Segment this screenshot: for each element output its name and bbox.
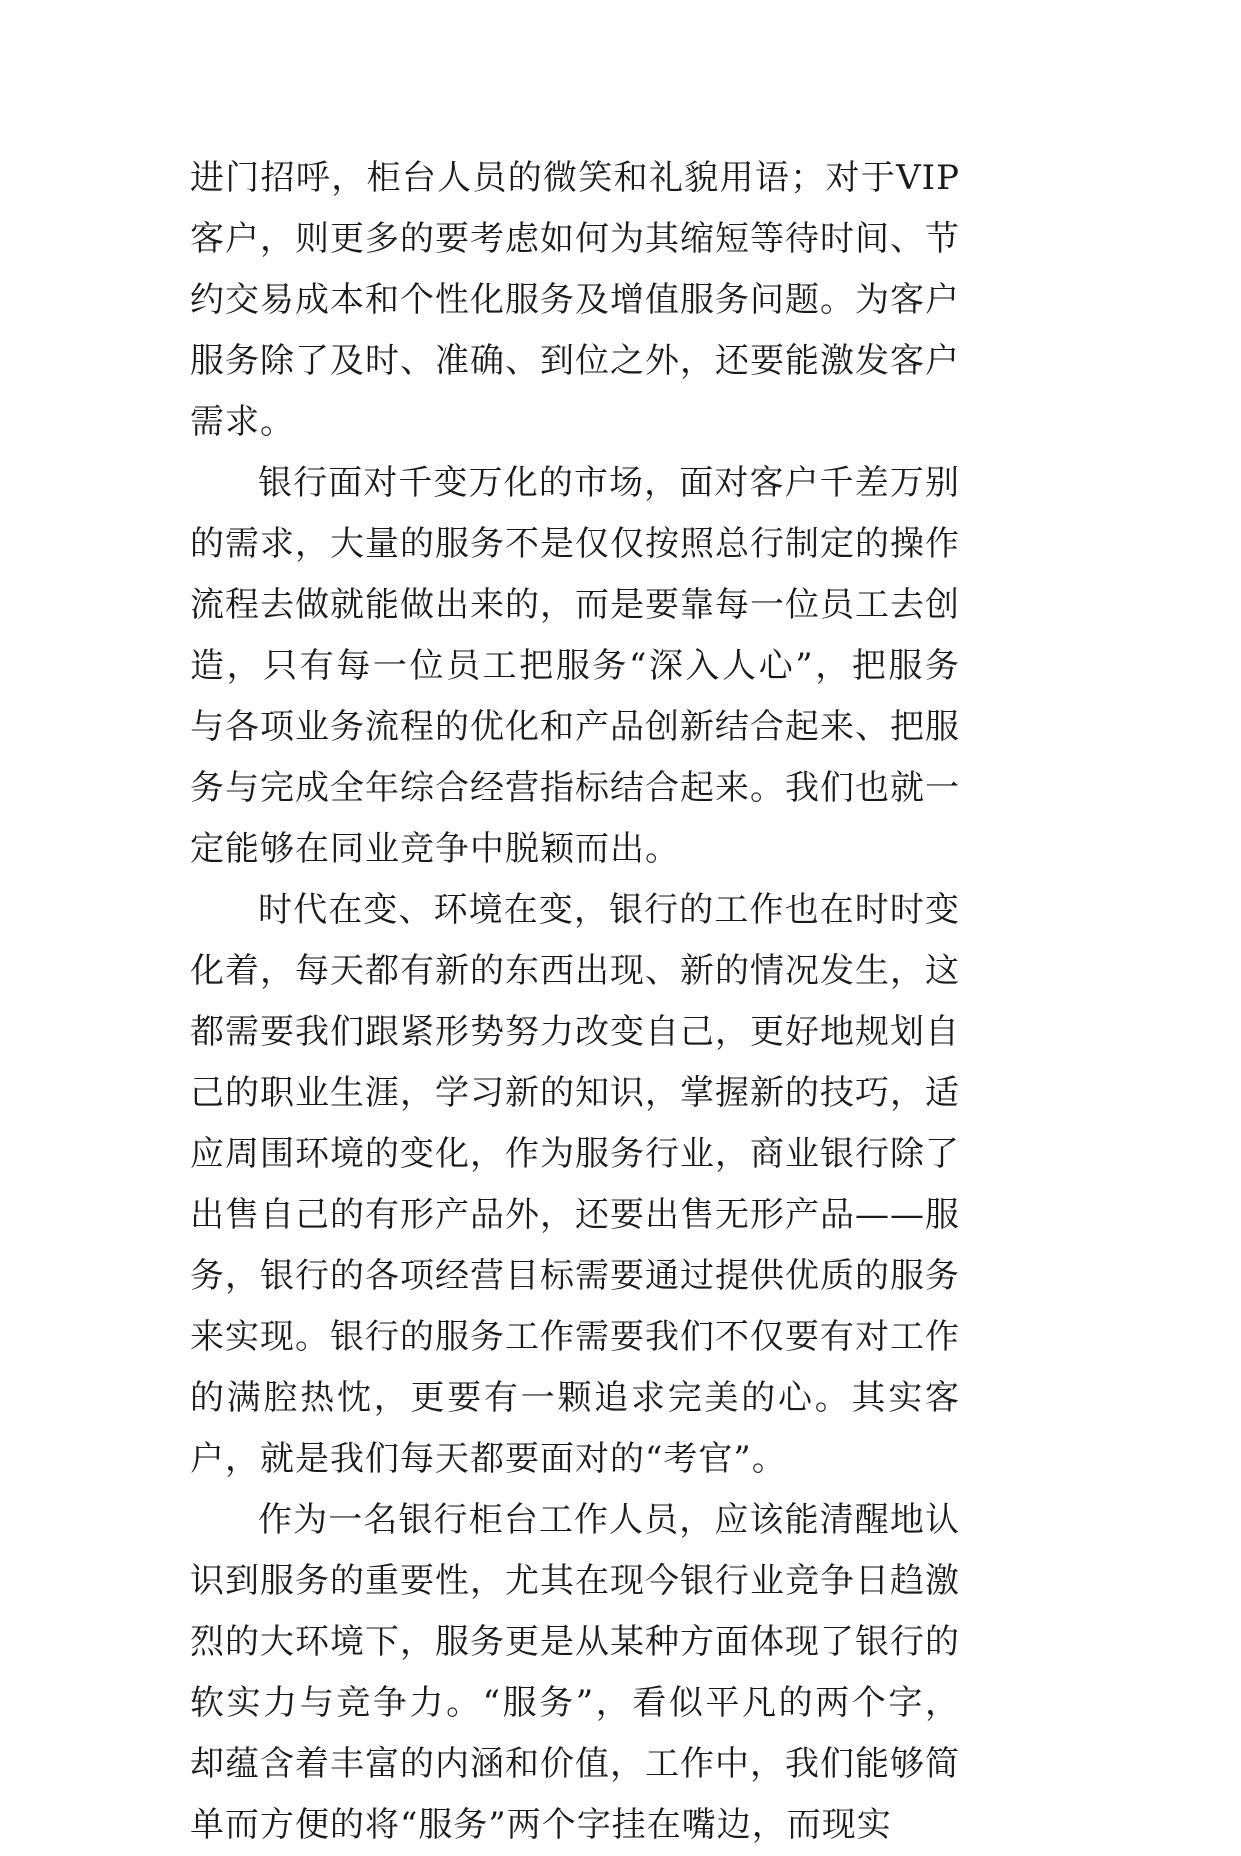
paragraph-continuation: 进门招呼，柜台人员的微笑和礼貌用语；对于VIP客户，则更多的要考虑如何为其缩短等待时间、节约交易成本和个性化服务及增值服务问题。为客户服务除了及时、准确、到位之外，还要能激发客户需求。 bbox=[190, 158, 960, 442]
paragraph: 时代在变、环境在变，银行的工作也在时时变化着，每天都有新的东西出现、新的情况发生，这都需要我们跟紧形势努力改变自己，更好地规划自己的职业生涯，学习新的知识，掌握新的技巧，适应周围环境的变化，作为服务行业，商业银行除了出售自己的有形产品外，还要出售无形产品——服务，银行的各项经营目标需要通过提供优质的服务来实现。银行的服务工作需要我们不仅要有对工作的满腔热忱，更要有一颗追求完美的心。其实客户，就是我们每天都要面对的“考官”。 bbox=[190, 890, 960, 1479]
paragraph: 作为一名银行柜台工作人员，应该能清醒地认识到服务的重要性，尤其在现今银行业竞争日趋激烈的大环境下，服务更是从某种方面体现了银行的软实力与竞争力。“服务”，看似平凡的两个字，却蕴含着丰富的内涵和价值，工作中，我们能够简单而方便的将“服务”两个字挂在嘴边，而现实 bbox=[190, 1500, 960, 1845]
document-body bbox=[190, 148, 960, 1856]
paragraph: 银行面对千变万化的市场，面对客户千差万别的需求，大量的服务不是仅仅按照总行制定的操作流程去做就能做出来的，而是要靠每一位员工去创造，只有每一位员工把服务“深入人心”，把服务与各项业务流程的优化和产品创新结合起来、把服务与完成全年综合经营指标结合起来。我们也就一定能够在同业竞争中脱颖而出。 bbox=[190, 463, 960, 869]
